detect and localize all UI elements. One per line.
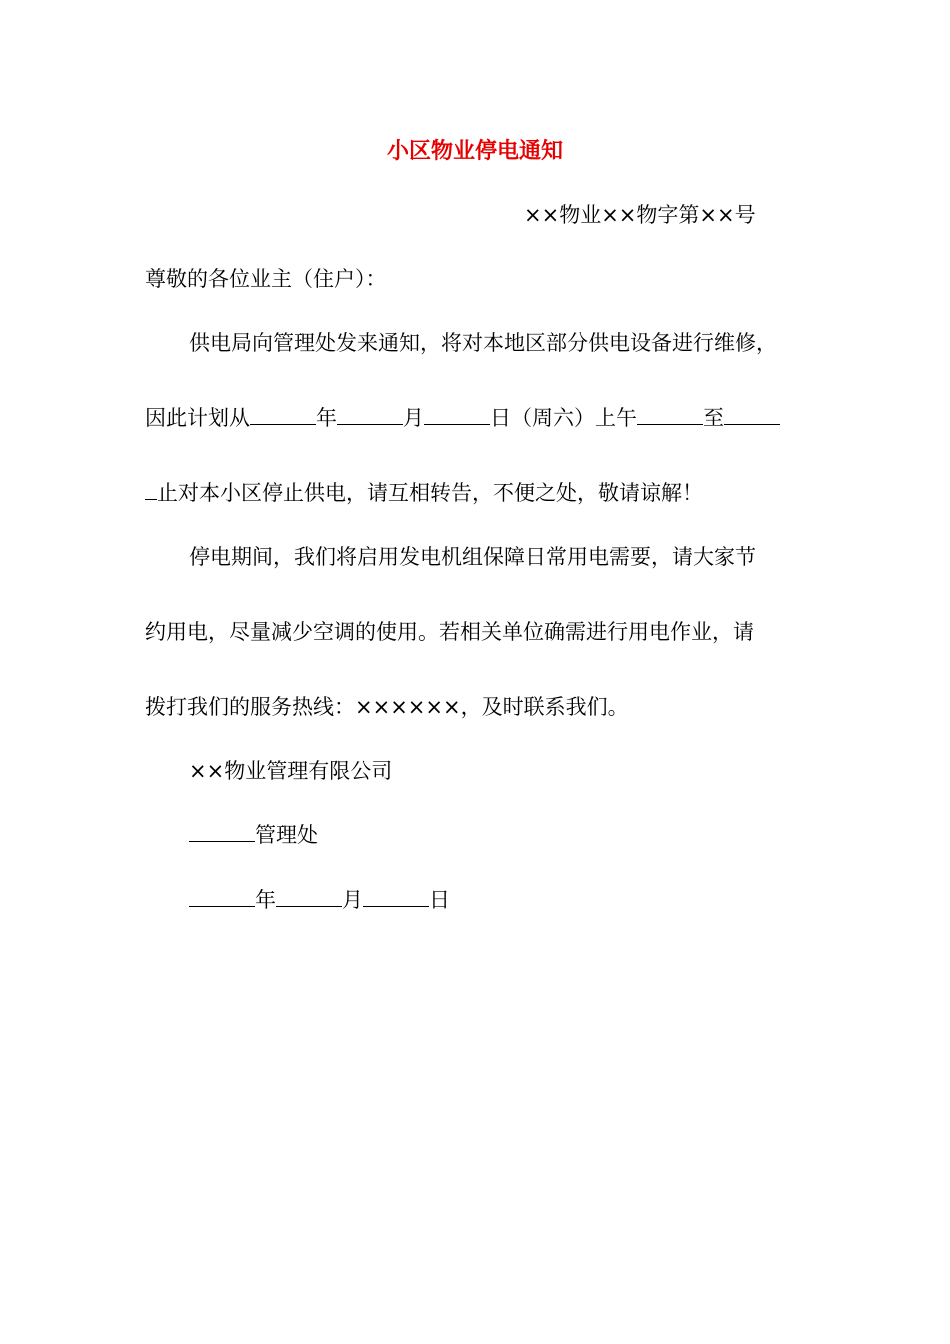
paragraph2-line2: 约用电，尽量减少空调的使用。若相关单位确需进行用电作业，请 xyxy=(145,620,754,644)
signature-company: ××物业管理有限公司 xyxy=(189,759,393,783)
text-segment: 管理处 xyxy=(255,823,318,847)
blank-office xyxy=(189,817,255,842)
paragraph2-line1: 停电期间，我们将启用发电机组保障日常用电需要，请大家节 xyxy=(189,545,756,569)
blank-sign-month xyxy=(276,882,342,907)
reference-number: ××物业××物字第××号 xyxy=(524,203,756,227)
text-segment: 月 xyxy=(342,888,363,912)
text-segment: 年 xyxy=(255,888,276,912)
signature-date xyxy=(189,882,450,918)
document-title: 小区物业停电通知 xyxy=(386,139,563,164)
blank-end-time-cont xyxy=(145,475,157,500)
paragraph1-line1: 供电局向管理处发来通知，将对本地区部分供电设备进行维修， xyxy=(189,331,777,355)
text-segment: 月 xyxy=(403,406,424,430)
paragraph1-line3 xyxy=(145,475,703,511)
text-segment: 年 xyxy=(316,406,337,430)
text-segment: 至 xyxy=(703,406,724,430)
paragraph2-line3: 拨打我们的服务热线：××××××，及时联系我们。 xyxy=(145,695,629,719)
blank-sign-day xyxy=(363,882,429,907)
text-segment: 日（周六）上午 xyxy=(490,406,637,430)
blank-end-time xyxy=(724,400,780,425)
blank-day xyxy=(424,400,490,425)
text-segment: 日 xyxy=(429,888,450,912)
text-segment: 因此计划从 xyxy=(145,406,250,430)
signature-office xyxy=(189,817,318,853)
salutation: 尊敬的各位业主（住户）： xyxy=(145,267,387,291)
blank-start-time xyxy=(637,400,703,425)
paragraph1-line2 xyxy=(145,400,780,436)
blank-month xyxy=(337,400,403,425)
blank-sign-year xyxy=(189,882,255,907)
text-segment: 止对本小区停止供电，请互相转告，不便之处，敬请谅解！ xyxy=(157,481,703,505)
blank-year xyxy=(250,400,316,425)
